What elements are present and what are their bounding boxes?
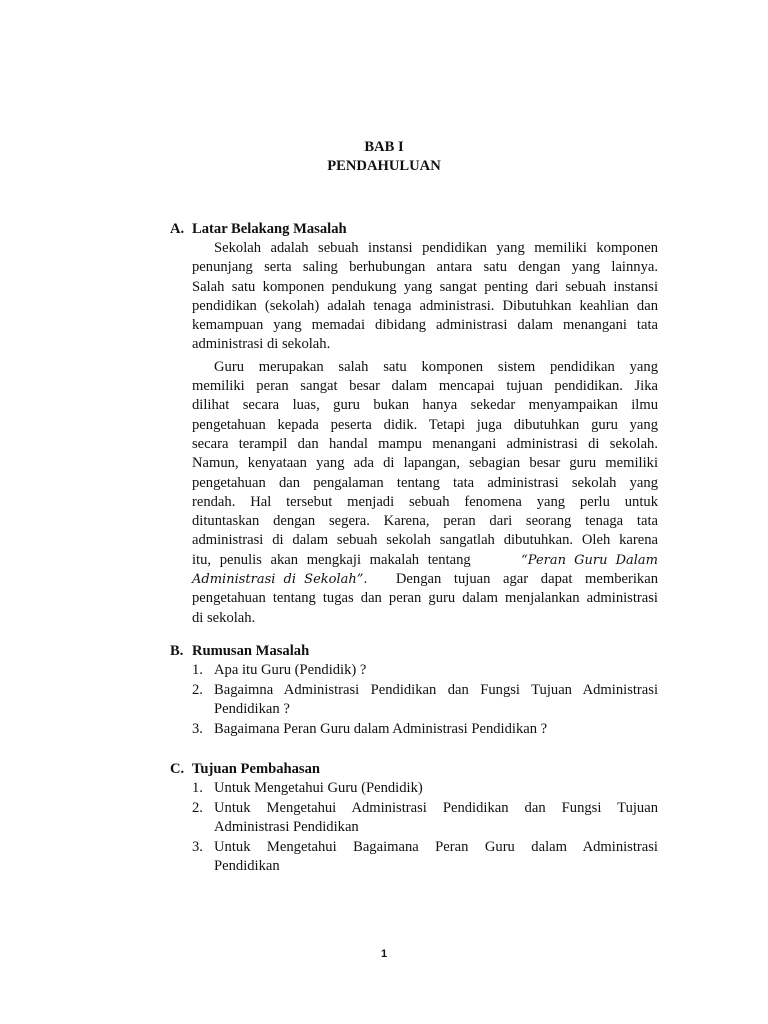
list-item bbox=[192, 779, 658, 799]
italic-title: “Peran Guru Dalam bbox=[521, 552, 658, 568]
list-number: 1. bbox=[192, 780, 203, 796]
text-line: Guru merupakan salah satu komponen sistem pendidikan yang bbox=[214, 358, 658, 375]
chapter-number: BAB I bbox=[364, 139, 404, 155]
list-text: Untuk Mengetahui Bagaimana Peran Guru dalam Administrasi bbox=[214, 838, 658, 855]
list-item bbox=[192, 838, 658, 877]
section-letter: B. bbox=[170, 643, 184, 659]
list-number: 3. bbox=[192, 838, 203, 855]
list-item bbox=[192, 720, 658, 740]
text-line: Namun, kenyataan yang ada di lapangan, sebagian besar guru memiliki bbox=[192, 455, 658, 472]
paragraph-1 bbox=[192, 239, 658, 355]
section-letter: C. bbox=[170, 761, 185, 777]
section-a-heading bbox=[170, 220, 660, 239]
text-line: dilihat secara luas, guru bukan hanya sekedar menyampaikan ilmu bbox=[192, 397, 658, 414]
page-number: 1 bbox=[380, 948, 388, 960]
chapter-title: PENDAHULUAN bbox=[327, 158, 441, 174]
section-b bbox=[170, 642, 660, 739]
section-c-heading bbox=[170, 760, 660, 779]
list-item bbox=[192, 799, 658, 838]
text-line: kemampuan yang memadai dibidang administrasi dalam menangani tata bbox=[192, 317, 658, 334]
text-line: memiliki peran sangat besar dalam mencapai tujuan pendidikan. Jika bbox=[192, 378, 658, 395]
list-text: Untuk Mengetahui Administrasi Pendidikan dan Fungsi Tujuan bbox=[214, 799, 658, 816]
list bbox=[192, 779, 658, 877]
list-number: 1. bbox=[192, 662, 203, 678]
text-line: secara terampil dan handal mampu menangani administrasi di sekolah. bbox=[192, 435, 658, 452]
list-text: Bagaimana Peran Guru dalam Administrasi Pendidikan ? bbox=[214, 720, 548, 737]
section-title: Tujuan Pembahasan bbox=[192, 761, 321, 777]
text-segment: Dengan tujuan agar dapat memberikan bbox=[395, 571, 658, 588]
text-line: di sekolah. bbox=[192, 609, 256, 626]
text-line: rendah. Hal tersebut menjadi sebuah fenomena yang perlu untuk bbox=[192, 493, 658, 510]
text-line: Sekolah adalah sebuah instansi pendidikan yang memiliki komponen bbox=[214, 240, 658, 256]
list-number: 2. bbox=[192, 799, 203, 816]
list-text: Untuk Mengetahui Guru (Pendidik) bbox=[214, 780, 423, 796]
section-title: Rumusan Masalah bbox=[192, 643, 310, 659]
text-line: pengetahuan kepada peserta didik. Tetapi juga dibutuhkan guru yang bbox=[192, 416, 658, 433]
section-b-heading bbox=[170, 642, 660, 661]
text-line: pendidikan (sekolah) adalah tenaga administrasi. Dibutuhkan keahlian dan bbox=[192, 297, 658, 314]
list-text: Pendidikan bbox=[214, 858, 280, 874]
text-line bbox=[192, 570, 658, 589]
text-line bbox=[192, 551, 658, 570]
paragraph-2 bbox=[192, 358, 658, 628]
text-line: Salah satu komponen pendukung yang sangat penting dari sebuah instansi bbox=[192, 278, 658, 295]
list-text: Administrasi Pendidikan bbox=[214, 819, 359, 835]
text-line: penunjang serta saling berhubungan antara satu dengan yang lainnya. bbox=[192, 259, 658, 276]
list-number: 2. bbox=[192, 681, 203, 698]
list-text: Apa itu Guru (Pendidik) ? bbox=[214, 662, 367, 678]
list-item bbox=[192, 661, 658, 681]
text-segment: itu, penulis akan mengkaji makalah tentang bbox=[192, 551, 471, 568]
list-item bbox=[192, 681, 658, 720]
section-letter: A. bbox=[170, 221, 185, 237]
list-text: Pendidikan ? bbox=[214, 701, 290, 717]
section-c bbox=[170, 760, 660, 877]
section-a bbox=[170, 220, 660, 628]
list bbox=[192, 661, 658, 739]
text-line: pengetahuan dan pengalaman tentang tata administrasi sekolah yang bbox=[192, 474, 658, 491]
text-line: administrasi di dalam sebuah sekolah sangatlah dibutuhkan. Oleh karena bbox=[192, 532, 658, 549]
section-title: Latar Belakang Masalah bbox=[192, 221, 347, 237]
text-line: dituntaskan dengan segera. Karena, peran dari seorang tenaga tata bbox=[192, 513, 658, 530]
text-line: pengetahuan tentang tugas dan peran guru dalam menjalankan administrasi bbox=[192, 590, 658, 607]
list-text: Bagaimna Administrasi Pendidikan dan Fungsi Tujuan Administrasi bbox=[214, 681, 658, 698]
text-line: administrasi di sekolah. bbox=[192, 336, 331, 353]
italic-title: Administrasi di Sekolah”. bbox=[192, 572, 368, 588]
list-number: 3. bbox=[192, 720, 203, 737]
